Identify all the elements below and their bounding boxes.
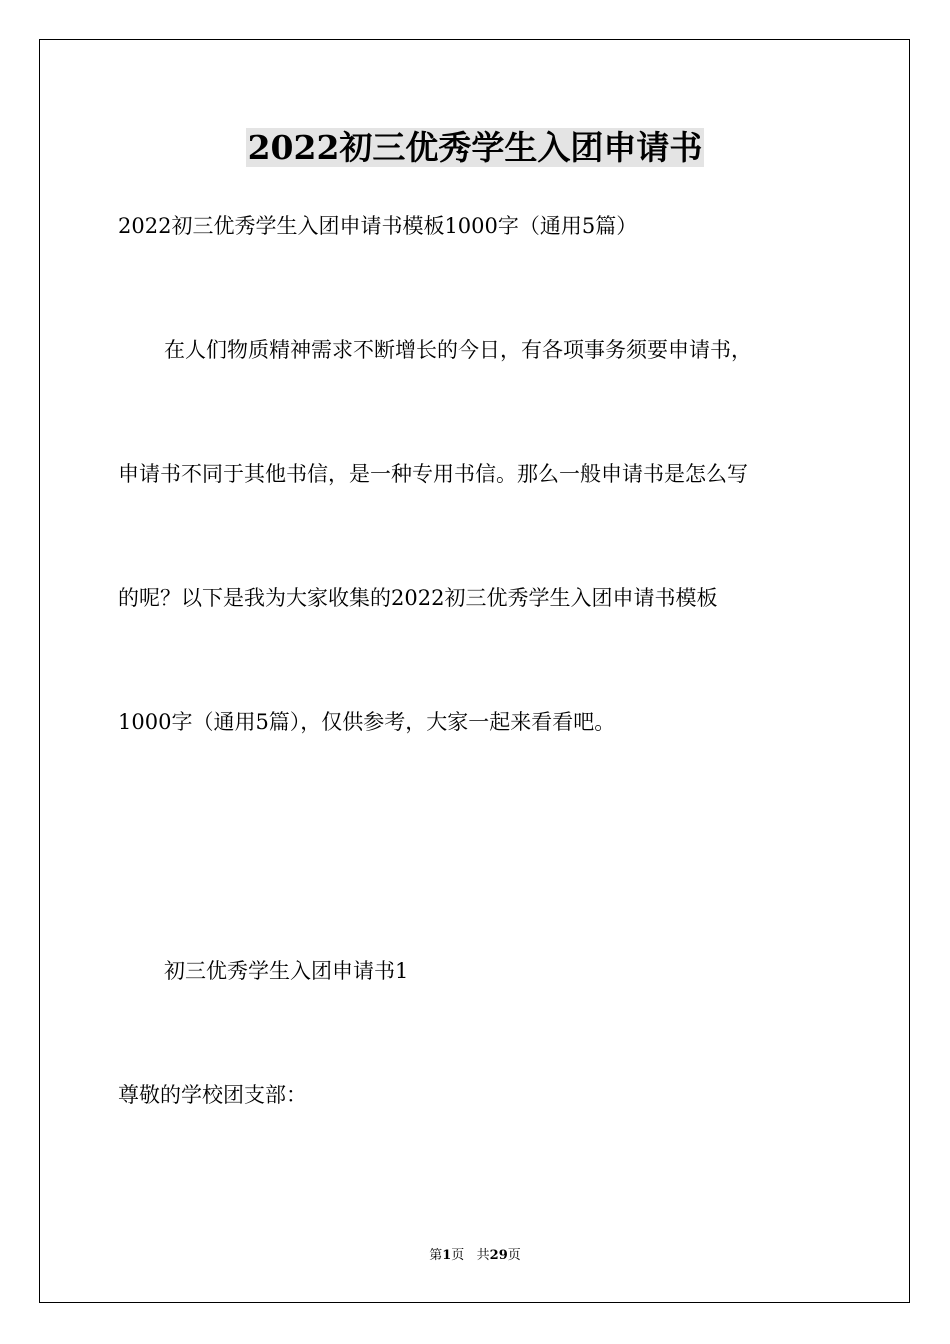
section-heading: 初三优秀学生入团申请书1 (164, 959, 409, 983)
intro-line-4: 1000字（通用5篇），仅供参考，大家一起来看看吧。 (118, 710, 616, 734)
intro-line-3: 的呢？以下是我为大家收集的2022初三优秀学生入团申请书模板 (118, 586, 718, 610)
footer-page-total: 29 (489, 1248, 508, 1263)
document-title (0, 128, 950, 168)
footer-page-mid: 页 共 (451, 1248, 490, 1263)
salutation: 尊敬的学校团支部： (118, 1083, 307, 1107)
intro-line-1: 在人们物质精神需求不断增长的今日，有各项事务须要申请书， (164, 338, 752, 362)
document-title-text: 2022初三优秀学生入团申请书 (247, 128, 703, 167)
footer-page-prefix: 第 (429, 1248, 443, 1263)
document-subtitle: 2022初三优秀学生入团申请书模板1000字（通用5篇） (118, 214, 638, 238)
page-footer (0, 1247, 950, 1265)
footer-page-current: 1 (442, 1248, 452, 1263)
intro-line-2: 申请书不同于其他书信，是一种专用书信。那么一般申请书是怎么写 (118, 462, 748, 486)
footer-page-suffix: 页 (507, 1248, 521, 1263)
